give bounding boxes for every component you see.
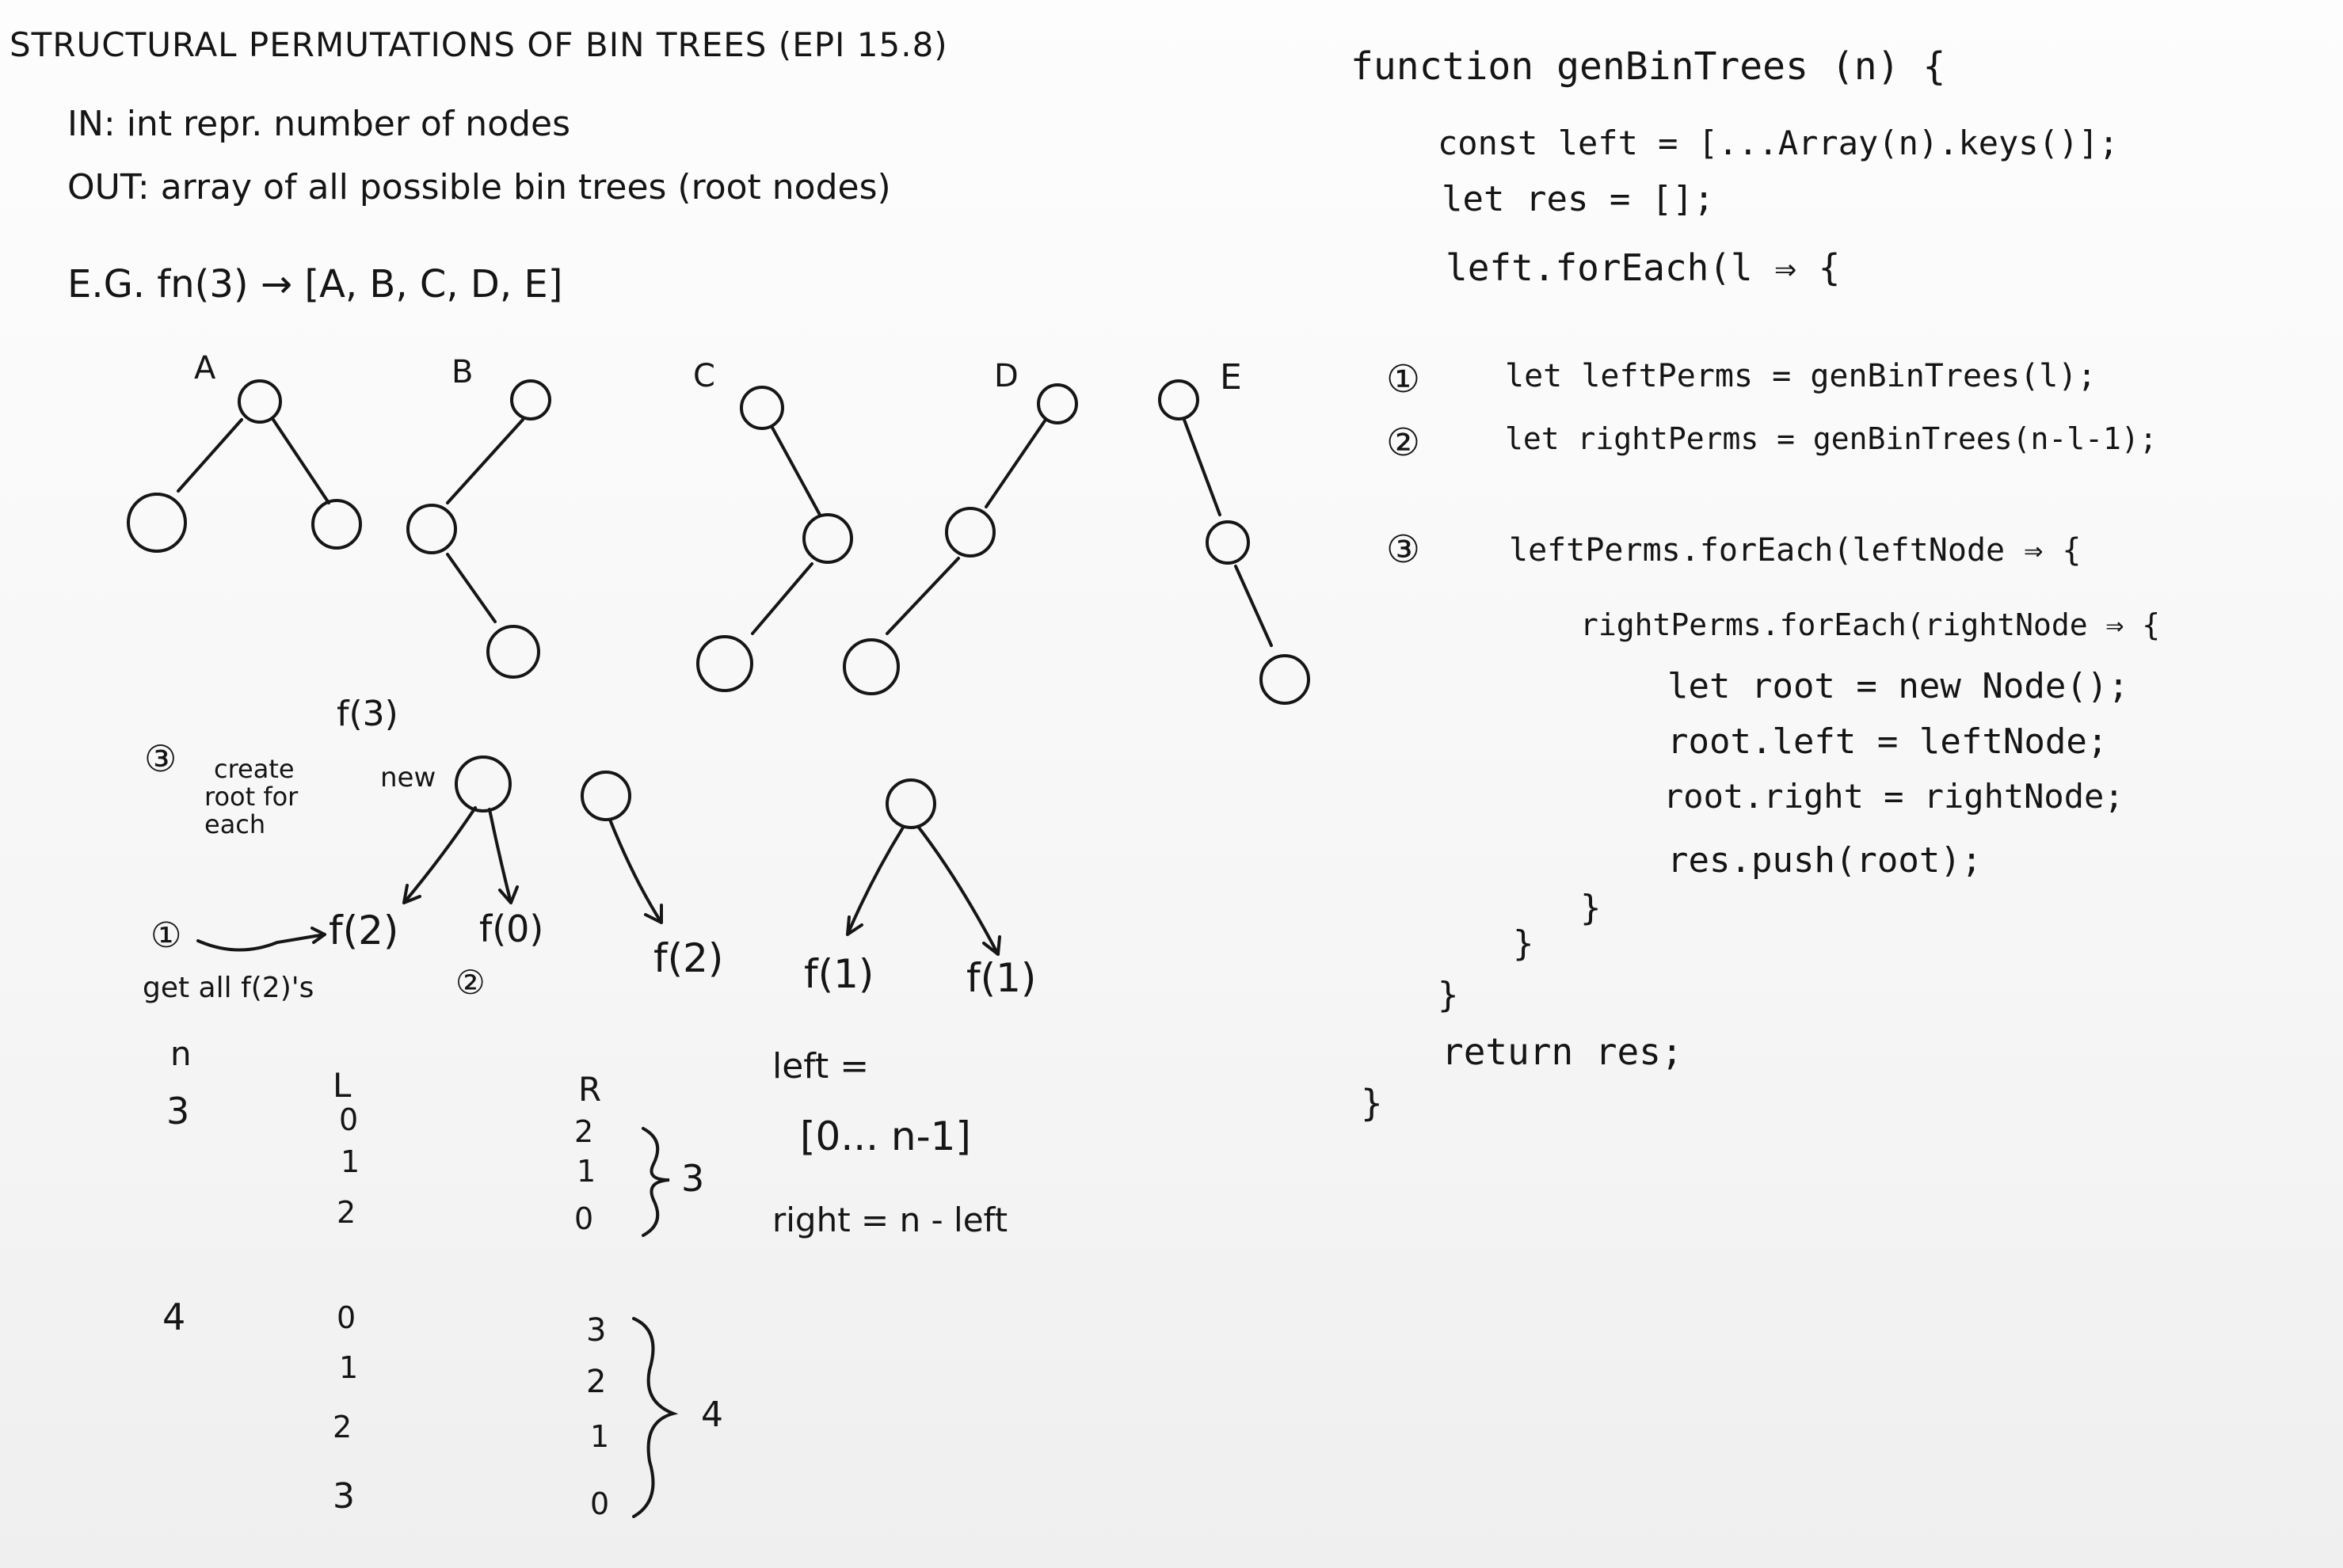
tree-edge: [1184, 420, 1220, 515]
step1-marker: ①: [150, 915, 182, 956]
tree-node: [488, 626, 539, 677]
code-line-10: root.left = leftNode;: [1667, 721, 2109, 762]
tree-edge: [887, 558, 958, 634]
table-n4-r0: 3: [586, 1312, 607, 1349]
tree-edge: [448, 554, 495, 622]
tree-c-diagram: [698, 387, 851, 691]
tree-node: [239, 381, 280, 422]
recursion-arrow: [404, 808, 475, 903]
code-line-7: leftPerms.forEach(leftNode ⇒ {: [1509, 532, 2082, 569]
tree-edge: [986, 420, 1046, 507]
tree-b-diagram: [408, 381, 550, 677]
code-line-1: function genBinTrees (n) {: [1351, 44, 1946, 89]
tree-edge: [448, 420, 523, 503]
tree-edge: [752, 564, 812, 634]
table-n3-l0: 0: [339, 1102, 359, 1137]
table-n3-r0: 2: [574, 1114, 594, 1149]
recursion-arrow: [919, 828, 1000, 954]
code-line-2: const left = [...Array(n).keys()];: [1438, 124, 2119, 162]
recursion-root-node: [582, 772, 630, 820]
tree-node: [741, 387, 783, 428]
page-title: STRUCTURAL PERMUTATIONS OF BIN TREES (EPI 15.8): [10, 25, 948, 64]
code-line-8: rightPerms.forEach(rightNode ⇒ {: [1580, 607, 2161, 642]
tree-node: [1038, 385, 1076, 423]
table-n3: 3: [166, 1090, 190, 1132]
step1-connector-arrow: [198, 928, 325, 950]
code-marker-1: ①: [1386, 357, 1421, 402]
tree-c-label: C: [693, 358, 715, 394]
recursion-arrow: [610, 820, 661, 923]
table-n4-r1: 2: [586, 1364, 607, 1400]
table-n4-l1: 1: [339, 1350, 359, 1385]
table-n4-l2: 2: [333, 1410, 352, 1444]
step3-note-line1: create: [214, 754, 295, 784]
tree-node: [698, 637, 752, 691]
code-line-13: }: [1580, 888, 1602, 928]
recursion-diagram: [198, 754, 1000, 954]
tree-edge: [273, 420, 329, 503]
table-header-l: L: [333, 1066, 352, 1105]
code-line-5: let leftPerms = genBinTrees(l);: [1505, 358, 2097, 394]
table-n4: 4: [162, 1296, 186, 1338]
tree-node: [512, 381, 550, 419]
tree-node: [313, 500, 360, 548]
input-description: IN: int repr. number of nodes: [67, 104, 571, 144]
code-marker-2: ②: [1386, 421, 1421, 465]
call-f0: f(0): [479, 908, 544, 950]
recursion-arrow: [848, 828, 903, 934]
code-line-12: res.push(root);: [1667, 840, 1983, 881]
table-n4-l0: 0: [337, 1300, 356, 1335]
table-n3-count: 3: [681, 1157, 705, 1200]
call-f1-left: f(1): [804, 951, 874, 997]
new-label: new: [380, 762, 436, 794]
code-line-11: root.right = rightNode;: [1663, 777, 2124, 816]
table-header-r: R: [578, 1070, 602, 1109]
tree-node: [1160, 381, 1198, 419]
output-description: OUT: array of all possible bin trees (root nodes): [67, 167, 891, 207]
call-f1-right: f(1): [966, 955, 1037, 1001]
tree-edge: [178, 420, 242, 491]
tree-e-label: E: [1220, 357, 1242, 398]
code-line-3: let res = [];: [1442, 179, 1715, 219]
tree-node: [408, 505, 455, 553]
tree-a-label: A: [194, 350, 216, 386]
tree-node: [804, 515, 851, 562]
tree-a-diagram: [128, 381, 360, 551]
tree-node: [1261, 656, 1309, 703]
tree-d-label: D: [994, 358, 1019, 394]
table-n4-r2: 1: [590, 1419, 610, 1454]
step3-marker: ③: [144, 737, 177, 780]
call-f2-right: f(2): [653, 935, 724, 981]
call-f2-left: f(2): [329, 908, 399, 953]
code-line-6: let rightPerms = genBinTrees(n-l-1);: [1505, 421, 2158, 456]
tree-node: [947, 508, 994, 556]
tree-edge: [1236, 566, 1271, 645]
recursion-arrow: [490, 809, 517, 903]
code-line-15: }: [1438, 975, 1459, 1015]
table-n4-count: 4: [701, 1395, 723, 1435]
note-right-eq: right = n - left: [772, 1201, 1008, 1239]
step2-marker: ②: [455, 963, 486, 1002]
table-n3-r1: 1: [577, 1154, 596, 1189]
example-line: E.G. fn(3) → [A, B, C, D, E]: [67, 262, 563, 306]
tree-edge: [772, 428, 820, 515]
recursion-root-node: [887, 780, 935, 828]
tree-node: [128, 494, 185, 551]
tree-e-diagram: [1160, 381, 1309, 703]
tree-node: [844, 640, 898, 694]
code-line-16: return res;: [1442, 1030, 1683, 1073]
table-n3-r2: 0: [574, 1201, 594, 1236]
note-left-eq: left =: [772, 1046, 870, 1087]
step1-note: get all f(2)'s: [143, 972, 314, 1004]
recursion-top-label: f(3): [337, 694, 398, 734]
code-line-4: left.forEach(l ⇒ {: [1446, 246, 1841, 289]
step3-note-line3: each: [204, 809, 266, 839]
table-n3-l1: 1: [341, 1144, 360, 1179]
note-left-range: [0... n-1]: [800, 1113, 971, 1159]
code-line-17: }: [1361, 1082, 1383, 1125]
table-n4-r3: 0: [590, 1486, 610, 1521]
table-header-n: n: [170, 1034, 192, 1073]
table-n4-l3: 3: [333, 1476, 355, 1517]
tree-node: [1207, 522, 1248, 563]
code-line-9: let root = new Node();: [1667, 666, 2129, 706]
brace-n3: [643, 1128, 669, 1235]
tree-d-diagram: [844, 385, 1076, 694]
tree-b-label: B: [451, 354, 474, 390]
brace-n4: [634, 1319, 673, 1517]
step3-note-line2: root for: [204, 782, 299, 812]
code-marker-3: ③: [1386, 527, 1421, 572]
recursion-root-node: [456, 757, 510, 811]
table-n3-l2: 2: [337, 1195, 356, 1230]
code-line-14: }: [1513, 923, 1534, 964]
